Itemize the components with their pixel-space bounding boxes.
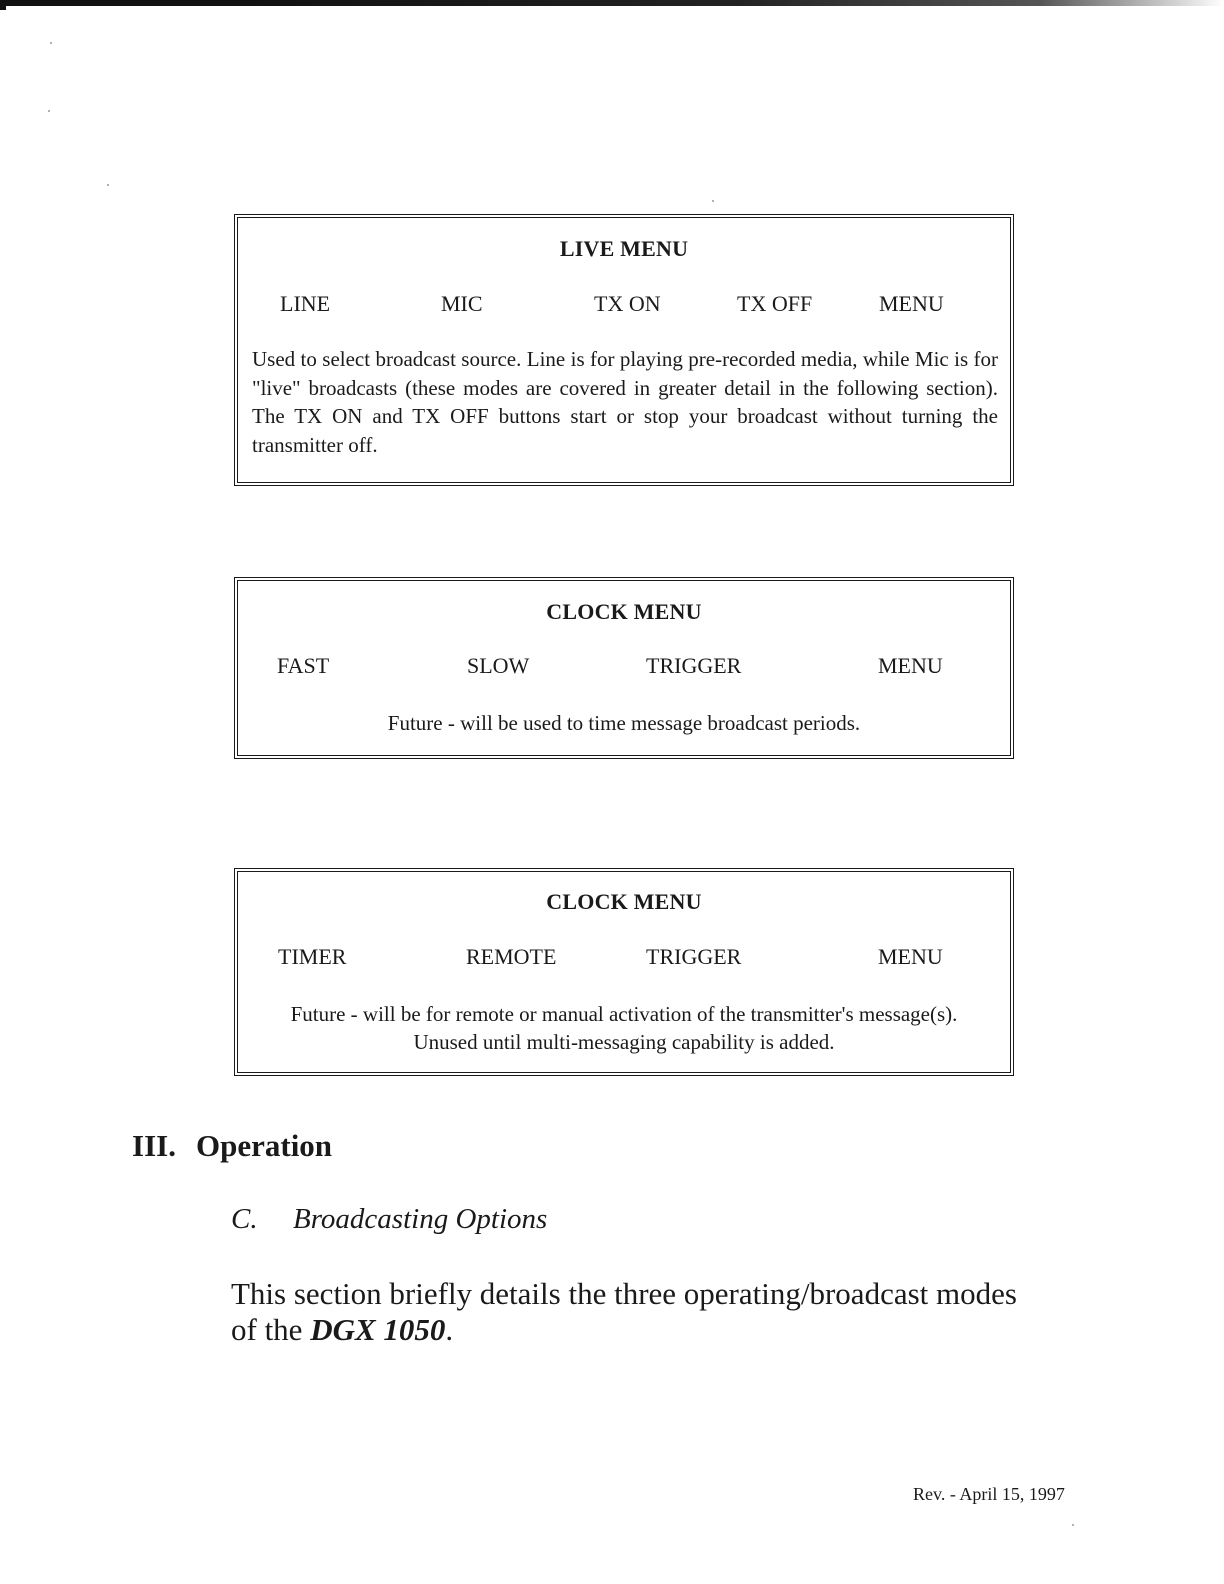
scan-speck — [48, 110, 50, 112]
clock-menu-timer-description-line-2: Unused until multi-messaging capability is added. — [413, 1030, 835, 1054]
clock-menu-button-fast: FAST — [277, 653, 330, 678]
live-menu-button-tx-off: TX OFF — [737, 291, 813, 316]
clock-menu-timer-description-line-1: Future - will be for remote or manual activation of the transmitter's message(s). — [290, 1002, 958, 1026]
subsection-title: Broadcasting Options — [293, 1203, 548, 1235]
live-menu-description: Used to select broadcast source. Line is for playing pre-recorded media, while Mic is for "live" broadcasts (these modes are covered in greater detail in the following section). The TX ON and TX OFF buttons start or stop your broadcast without turning the transmitter off. — [252, 347, 998, 457]
clock-menu-button-trigger: TRIGGER — [646, 653, 742, 678]
clock-menu-button-menu: MENU — [878, 653, 943, 678]
section-number: III. — [132, 1128, 176, 1163]
clock-menu-box-timer — [234, 868, 1014, 1076]
clock-menu-button-menu-2: MENU — [878, 944, 943, 969]
subsection-heading — [231, 1203, 547, 1236]
scan-speck — [50, 42, 52, 44]
live-menu-button-menu: MENU — [879, 291, 944, 316]
section-title: Operation — [196, 1128, 333, 1163]
subsection-letter: C. — [231, 1203, 258, 1235]
live-menu-button-tx-on: TX ON — [594, 291, 661, 316]
section-heading — [132, 1128, 332, 1164]
clock-menu-speed-title: CLOCK MENU — [546, 599, 702, 624]
clock-menu-button-slow: SLOW — [467, 653, 530, 678]
clock-menu-timer-title: CLOCK MENU — [546, 889, 702, 914]
scan-speck — [107, 184, 109, 186]
product-name: DGX 1050 — [310, 1312, 446, 1347]
top-left-scan-mark — [0, 0, 6, 10]
top-scan-edge — [0, 0, 1224, 6]
scan-speck — [712, 200, 714, 202]
live-menu-box — [234, 214, 1014, 486]
body-text-before: This section briefly details the three operating/broadcast modes of the — [231, 1276, 1017, 1347]
live-menu-button-mic: MIC — [441, 291, 483, 316]
body-text-after: . — [445, 1312, 454, 1347]
clock-menu-speed-description: Future - will be used to time message broadcast periods. — [387, 711, 861, 735]
clock-menu-button-trigger-2: TRIGGER — [646, 944, 742, 969]
body-paragraph — [231, 1276, 1031, 1348]
clock-menu-button-timer: TIMER — [278, 944, 347, 969]
clock-menu-button-remote: REMOTE — [466, 944, 557, 969]
clock-menu-box-speed — [234, 577, 1014, 759]
scan-speck — [1072, 1524, 1074, 1526]
live-menu-button-line: LINE — [280, 291, 331, 316]
live-menu-title: LIVE MENU — [559, 236, 689, 261]
revision-date: Rev. - April 15, 1997 — [913, 1484, 1065, 1504]
